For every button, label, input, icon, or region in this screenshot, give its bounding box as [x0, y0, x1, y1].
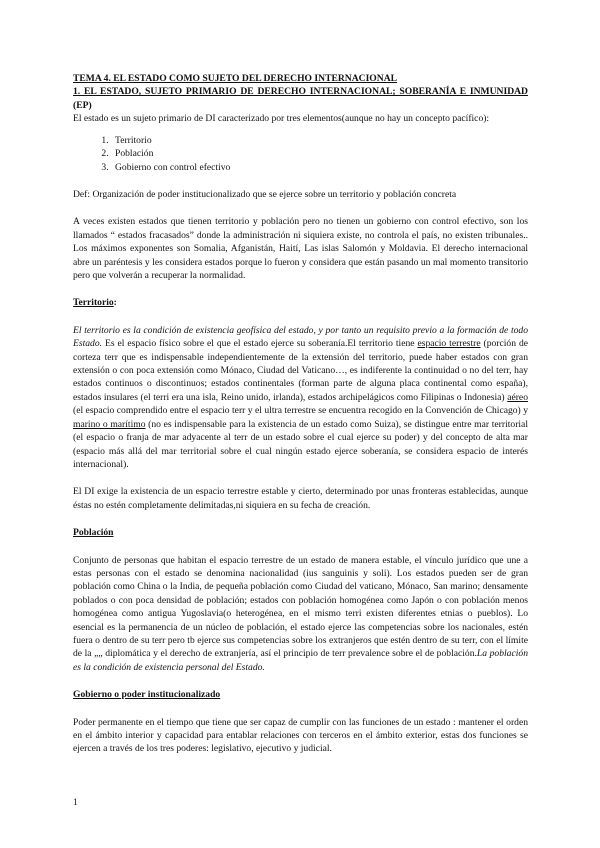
territorio-text: (no es indispensable para la existencia de un estado como Suiza), se distingue entre mar territorial (el espacio o franja de mar adyacente al terr de un estado sobre el cual ejerce su poder) y del concepto de alta mar (espacio más allá del mar territorial sobre el cual ningún estado ejerce soberanía, se considera espacio de interés internacional). — [73, 418, 528, 470]
gobierno-heading: Gobierno o poder institucionalizado — [73, 689, 221, 701]
list-item: 2. Población — [111, 147, 528, 161]
definition-paragraph: Def: Organización de poder institucionalizado que se ejerce sobre un territorio y población concreta — [73, 189, 457, 201]
intro-paragraph: El estado es un sujeto primario de DI caracterizado por tres elementos(aunque no hay un concepto pacífico): — [73, 113, 490, 125]
term-aereo: aéreo — [507, 391, 528, 403]
territorio-heading — [73, 296, 528, 309]
territorio-paragraph-1 — [73, 324, 528, 471]
term-espacio-terrestre: espacio terrestre — [417, 338, 481, 350]
page-content — [73, 72, 528, 756]
list-item: 3. Gobierno con control efectivo — [111, 161, 528, 175]
gobierno-paragraph: Poder permanente en el tiempo que tiene que ser capaz de cumplir con las funciones de un estado : mantener el orden en el ámbito interior y capacidad para entablar relaciones con terceros en el ámbito exterior, estas dos funciones se ejercen a través de los tres poderes: legislativo, ejecutivo y judicial. — [73, 716, 528, 755]
poblacion-paragraph — [73, 554, 528, 675]
territorio-text: (el espacio comprendido entre el espacio terr y el ultra terrestre se encuentra recogido en la Convención de Chicago) y — [73, 405, 528, 417]
territorio-heading-text: Territorio — [73, 297, 114, 309]
territorio-text: Es el espacio físico sobre el que el estado ejerce su soberanía.El territorio tiene — [102, 338, 418, 350]
section-1-heading-suffix: (EP) — [73, 99, 92, 111]
poblacion-italic-text: La población es la condición de existencia personal del Estado. — [73, 648, 528, 673]
territorio-definition-italic: El territorio es la condición de existencia geofísica del estado, y por tanto un requisito previo a la formación de todo Estado. — [73, 324, 528, 350]
elements-list — [73, 134, 528, 175]
list-item: 1. Territorio — [111, 134, 528, 148]
section-1-heading — [73, 85, 528, 112]
poblacion-text: Conjunto de personas que habitan el espacio terrestre de un estado de manera estable, el vínculo jurídico que une a estas personas con el estado se denomina nacionalidad (ius sanguinis y soli). Los estados pueden ser de gran población como China o la India, de pequeña población como Ciudad del vaticano, Mónaco, San marino; densamente poblados o con poca densidad de población; estados con población homogénea como Japón o con población menos homogénea como antigua Yugoslavia(o heterogénea, en el mismo terri existen diferentes etnias o pueblos). Lo esencial es la permanencia de un núcleo de población, el estado ejerce las competencias sobre los nacionales, estén fuera o dentro de su terr pero tb ejerce sus competencias sobre los extranjeros que estén dentro de su terr, con el límite de la „„ diplomática y el derecho de extranjería, así el principio de terr prevalence sobre el de población. — [73, 554, 528, 660]
term-marino: marino o marítimo — [73, 418, 146, 430]
page-number: 1 — [73, 797, 78, 808]
poblacion-heading: Población — [73, 527, 114, 539]
failed-states-paragraph: A veces existen estados que tienen territorio y población pero no tienen un gobierno con control efectivo, son los llamados “ estados fracasados” donde la administración ni siquiera existe, no controla el país, no existen tribunales.. Los máximos exponentes son Somalia, Afganistán, Haití, Las islas Salomón y Moldavia. El derecho internacional abre un paréntesis y les considera estados porque lo fueron y considera que están pasando un mal momento transitorio pero que volverán a recuperar la normalidad. — [73, 216, 528, 282]
territorio-text: (porción de corteza terr que es indispensable independientemente de la extensión del territorio, puede haber estados con gran extensión o con poca extensión como Mónaco, Ciudad del Vaticano…, es indiferente la continuidad o no del terr, hay estados continuos o discontinuos; estados continentales (forman parte de alguna placa continental como españa), estados insulares (el terri era una isla, Reino unido, irlanda), estados archipelágicos como Filipinas o Indonesia) — [73, 338, 528, 403]
document-title: TEMA 4. EL ESTADO COMO SUJETO DEL DERECHO INTERNACIONAL — [73, 73, 398, 84]
section-1-heading-text: 1. EL ESTADO, SUJETO PRIMARIO DE DERECHO INTERNACIONAL; SOBERANÍA E INMUNIDAD — [73, 86, 528, 98]
territorio-paragraph-2: El DI exige la existencia de un espacio terrestre estable y cierto, determinado por unas fronteras establecidas, aunque éstas no estén completamente delimitadas,ni siquiera en su fecha de creación. — [73, 486, 528, 511]
territorio-heading-colon: : — [113, 297, 117, 309]
